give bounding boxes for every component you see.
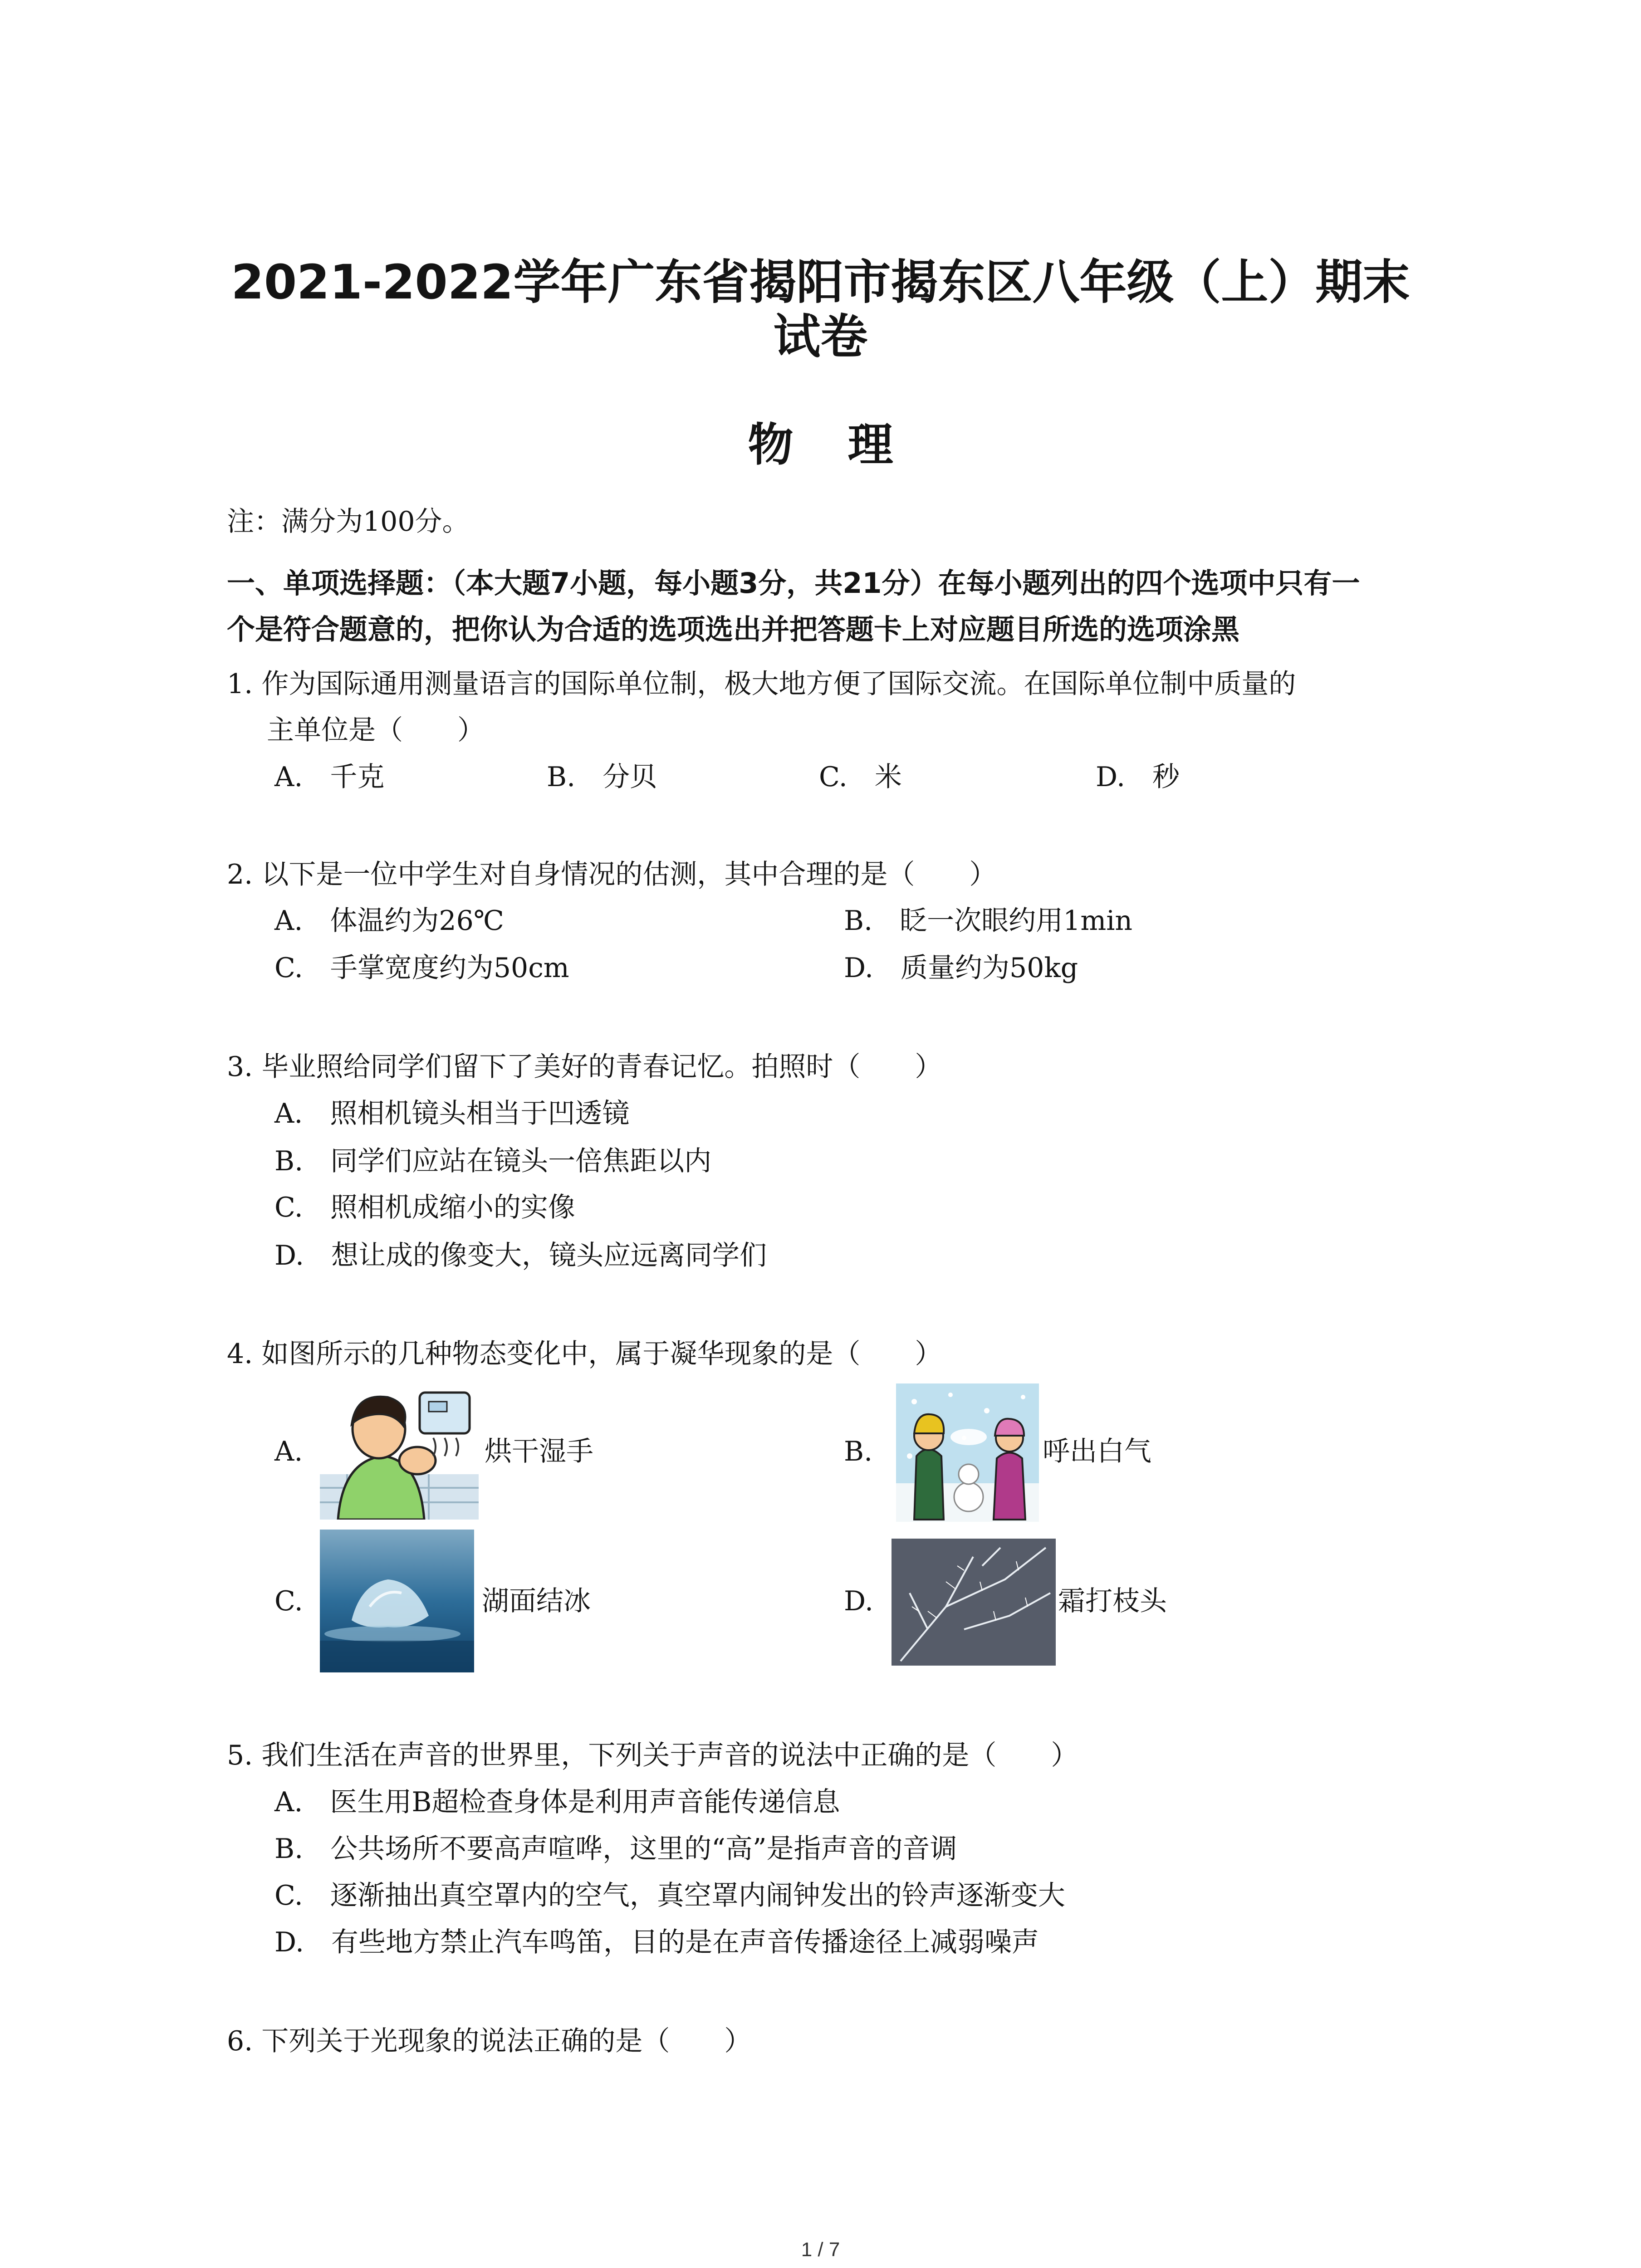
- question-2-option-d: D. 质量约为50kg: [844, 952, 1078, 984]
- section1-heading-line1: 一、单项选择题：（本大题7小题，每小题3分，共21分）在每小题列出的四个选项中只有一: [227, 567, 1360, 600]
- question-5-option-d: D. 有些地方禁止汽车鸣笛，目的是在声音传播途径上减弱噪声: [274, 1926, 1039, 1958]
- question-5-stem: 5. 我们生活在声音的世界里，下列关于声音的说法中正确的是（ ）: [227, 1740, 1078, 1771]
- question-6-stem: 6. 下列关于光现象的说法正确的是（ ）: [227, 2025, 752, 2057]
- question-3-option-c: C. 照相机成缩小的实像: [274, 1192, 575, 1223]
- question-4-letter-b: B.: [844, 1436, 873, 1467]
- section1-heading-line2: 个是符合题意的，把你认为合适的选项选出并把答题卡上对应题目所选的选项涂黑: [227, 613, 1240, 646]
- question-1-option-a: A. 千克: [274, 761, 385, 793]
- frozen-lake-picture: [320, 1530, 474, 1672]
- question-3-option-d: D. 想让成的像变大，镜头应远离同学们: [274, 1240, 767, 1271]
- question-4-letter-d: D.: [844, 1585, 874, 1617]
- hand-dryer-picture: [320, 1383, 479, 1520]
- question-1-option-c: C. 米: [819, 761, 902, 793]
- question-1-option-d: D. 秒: [1096, 761, 1180, 793]
- question-4-caption-b: 呼出白气: [1043, 1436, 1151, 1467]
- question-1-option-b: B. 分贝: [547, 761, 657, 793]
- exam-title-line2: 试卷: [773, 309, 868, 364]
- question-2-option-c: C. 手掌宽度约为50cm: [274, 952, 569, 984]
- question-4-letter-a: A.: [274, 1436, 303, 1467]
- question-4-caption-d: 霜打枝头: [1058, 1585, 1167, 1617]
- question-3-option-a: A. 照相机镜头相当于凹透镜: [274, 1098, 630, 1129]
- question-4-stem: 4. 如图所示的几种物态变化中，属于凝华现象的是（ ）: [227, 1338, 942, 1370]
- question-1-stem-cont: 主单位是（ ）: [267, 714, 485, 746]
- question-4-caption-a: 烘干湿手: [485, 1436, 593, 1467]
- exam-title-line1: 2021-2022学年广东省揭阳市揭东区八年级（上）期末: [231, 254, 1410, 310]
- question-5-option-a: A. 医生用B超检查身体是利用声音能传递信息: [274, 1786, 840, 1818]
- winter-children-picture: [896, 1383, 1039, 1522]
- question-4-caption-c: 湖面结冰: [482, 1585, 591, 1617]
- question-2-option-a: A. 体温约为26℃: [274, 905, 504, 937]
- question-2-stem: 2. 以下是一位中学生对自身情况的估测，其中合理的是（ ）: [227, 859, 997, 890]
- subject-title: 物理: [748, 418, 948, 471]
- page-number: 1 / 7: [801, 2239, 840, 2261]
- question-1-stem: 1. 作为国际通用测量语言的国际单位制，极大地方便了国际交流。在国际单位制中质量的: [227, 668, 1296, 700]
- question-3-stem: 3. 毕业照给同学们留下了美好的青春记忆。拍照时（ ）: [227, 1051, 942, 1083]
- question-3-option-b: B. 同学们应站在镜头一倍焦距以内: [274, 1145, 712, 1177]
- question-4-letter-c: C.: [274, 1585, 303, 1617]
- frosted-branches-picture: [892, 1539, 1056, 1666]
- score-note: 注：满分为100分。: [227, 506, 470, 538]
- question-2-option-b: B. 眨一次眼约用1min: [844, 905, 1133, 937]
- question-5-option-b: B. 公共场所不要高声喧哗，这里的“高”是指声音的音调: [274, 1833, 957, 1865]
- question-5-option-c: C. 逐渐抽出真空罩内的空气，真空罩内闹钟发出的铃声逐渐变大: [274, 1880, 1065, 1911]
